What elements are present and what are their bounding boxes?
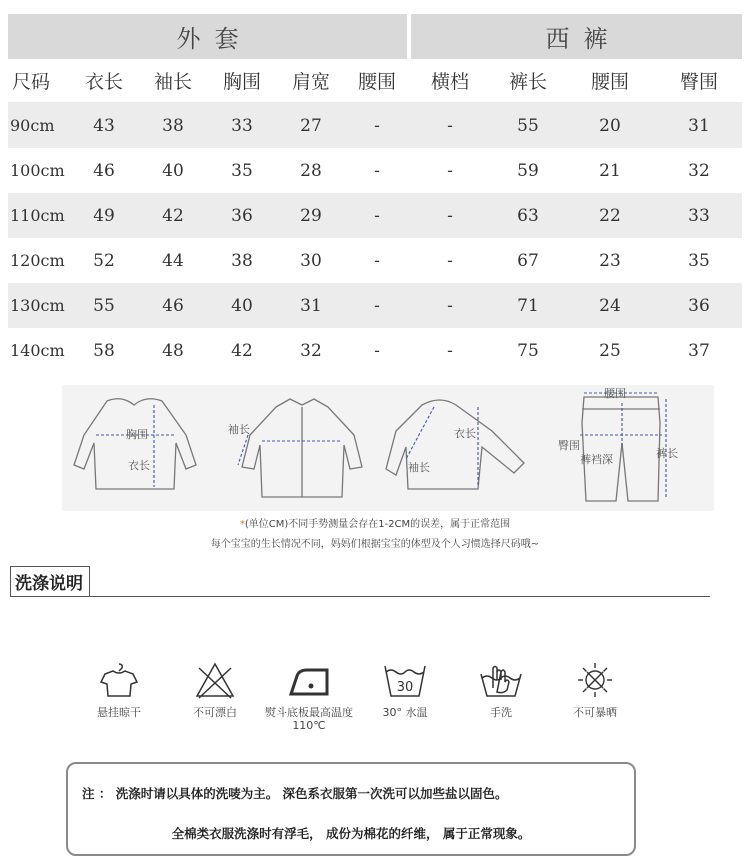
coat-group-header: 外套: [8, 14, 407, 59]
wash-30-number: 30: [396, 680, 414, 695]
header-size: 尺码: [12, 71, 51, 93]
table-cell: 120cm: [10, 251, 65, 270]
table-cell: 67: [517, 250, 539, 271]
table-cell: -: [374, 250, 380, 271]
table-cell: 42: [162, 205, 184, 226]
table-cell: 27: [300, 115, 322, 136]
table-row: [8, 238, 742, 283]
table-cell: -: [374, 205, 380, 226]
table-cell: -: [447, 205, 453, 226]
header-coat-length: 衣长: [84, 71, 123, 93]
care-iron: [264, 660, 354, 732]
note-star: *: [239, 519, 245, 530]
table-cell: 140cm: [10, 341, 65, 360]
table-row: [8, 148, 742, 193]
raglan-sketch: [386, 400, 524, 489]
table-cell: 90cm: [10, 116, 55, 135]
sweater-sketch: [74, 399, 196, 489]
size-table: [8, 14, 742, 373]
column-header-row: [8, 59, 742, 103]
iron-icon: [285, 660, 333, 700]
care-no-sun: [550, 660, 640, 719]
table-cell: 43: [93, 115, 115, 136]
table-cell: 44: [162, 250, 184, 271]
table-cell: 32: [300, 340, 322, 361]
table-cell: 71: [517, 295, 539, 316]
label-chest: 胸围: [126, 428, 148, 441]
table-cell: 48: [162, 340, 184, 361]
table-cell: 46: [162, 295, 184, 316]
header-sleeve-length: 袖长: [153, 71, 192, 93]
table-cell: 75: [517, 340, 539, 361]
label-pants-length: 裤长: [656, 447, 678, 460]
label-sleeve: 袖长: [228, 423, 250, 436]
label-rise: 裤裆深: [580, 453, 613, 466]
measurement-note-1: [0, 515, 750, 530]
table-cell: 31: [688, 115, 710, 136]
table-cell: 40: [231, 295, 253, 316]
care-no-bleach: [170, 660, 260, 719]
header-coat-waist: 腰围: [357, 71, 396, 93]
notice-line-1: 注 ： 洗涤时请以具体的洗唛为主。 深色系衣服第一次洗可以加些盐以固色。: [82, 786, 508, 801]
header-pants-length: 裤长: [508, 71, 547, 93]
hang-dry-icon: [97, 660, 141, 700]
table-cell: 33: [688, 205, 710, 226]
table-cell: 20: [599, 115, 621, 136]
table-row: [8, 283, 742, 328]
label-length-2: 衣长: [454, 427, 476, 440]
table-cell: -: [374, 295, 380, 316]
washing-title: 洗涤说明: [10, 566, 90, 596]
table-cell: -: [374, 115, 380, 136]
care-hang-dry: [74, 660, 164, 719]
header-crotch: 横档: [430, 71, 469, 93]
pants-group-header: 西裤: [411, 14, 742, 59]
table-cell: 24: [599, 295, 621, 316]
table-row: [8, 193, 742, 238]
header-chest: 胸围: [222, 71, 261, 93]
table-cell: 59: [517, 160, 539, 181]
care-label-hang-dry: 悬挂晾干: [97, 706, 141, 719]
notice-line-2: 全棉类衣服洗涤时有浮毛， 成份为棉花的纤维， 属于正常现象。: [171, 826, 531, 841]
table-cell: 42: [231, 340, 253, 361]
table-cell: 38: [162, 115, 184, 136]
table-cell: 22: [599, 205, 621, 226]
garment-sketches: [62, 385, 714, 511]
header-hip: 臀围: [679, 71, 718, 93]
table-cell: 46: [93, 160, 115, 181]
table-cell: 63: [517, 205, 539, 226]
table-cell: 21: [599, 160, 621, 181]
label-length: 衣长: [128, 459, 150, 472]
table-cell: 30: [300, 250, 322, 271]
group-header-row: [8, 14, 742, 59]
table-cell: 55: [93, 295, 115, 316]
table-cell: 35: [231, 160, 253, 181]
table-cell: 29: [300, 205, 322, 226]
table-cell: -: [447, 340, 453, 361]
table-cell: 49: [93, 205, 115, 226]
measurement-diagram: [62, 385, 714, 511]
table-cell: -: [447, 295, 453, 316]
table-cell: -: [447, 250, 453, 271]
table-cell: -: [447, 160, 453, 181]
table-row: [8, 103, 742, 148]
washing-notice-box: [66, 762, 636, 856]
table-cell: 33: [231, 115, 253, 136]
table-cell: 52: [93, 250, 115, 271]
table-cell: 35: [688, 250, 710, 271]
table-cell: 36: [231, 205, 253, 226]
table-cell: 23: [599, 250, 621, 271]
measurement-note-2: 每个宝宝的生长情况不同，妈妈们根据宝宝的体型及个人习惯选择尺码哦~: [210, 539, 540, 550]
table-body: [8, 103, 742, 373]
table-cell: -: [374, 160, 380, 181]
table-cell: 58: [93, 340, 115, 361]
care-wash-30: [360, 660, 450, 719]
hand-wash-icon: [477, 660, 525, 700]
care-label-iron: 熨斗底板最高温度110℃: [265, 706, 353, 732]
care-label-wash-30: 30° 水温: [382, 706, 428, 719]
care-label-hand-wash: 手洗: [490, 706, 512, 719]
washing-divider: [10, 596, 710, 597]
table-cell: 32: [688, 160, 710, 181]
note-line-1-text: (单位CM)不同手势测量会存在1-2CM的误差，属于正常范围: [244, 519, 511, 530]
table-cell: -: [447, 115, 453, 136]
table-cell: 110cm: [10, 206, 65, 225]
table-cell: 25: [599, 340, 621, 361]
table-cell: 100cm: [10, 161, 65, 180]
wash-30-icon: [381, 660, 429, 700]
header-pants-waist: 腰围: [590, 71, 629, 93]
care-hand-wash: [456, 660, 546, 719]
table-cell: 38: [231, 250, 253, 271]
label-hip: 臀围: [558, 439, 580, 452]
table-cell: 40: [162, 160, 184, 181]
table-cell: 37: [688, 340, 710, 361]
table-row: [8, 328, 742, 373]
measure-lines: [96, 393, 666, 499]
care-label-no-bleach: 不可漂白: [193, 706, 237, 719]
no-sun-icon: [573, 660, 617, 700]
no-bleach-icon: [193, 660, 237, 700]
table-cell: -: [374, 340, 380, 361]
label-sleeve-2: 袖长: [408, 461, 430, 474]
table-cell: 36: [688, 295, 710, 316]
label-waist: 腰围: [604, 387, 626, 400]
table-cell: 28: [300, 160, 322, 181]
table-cell: 55: [517, 115, 539, 136]
table-cell: 31: [300, 295, 322, 316]
care-label-no-sun: 不可暴晒: [573, 706, 617, 719]
table-cell: 130cm: [10, 296, 65, 315]
pants-sketch: [582, 397, 660, 501]
header-shoulder: 肩宽: [291, 71, 330, 93]
